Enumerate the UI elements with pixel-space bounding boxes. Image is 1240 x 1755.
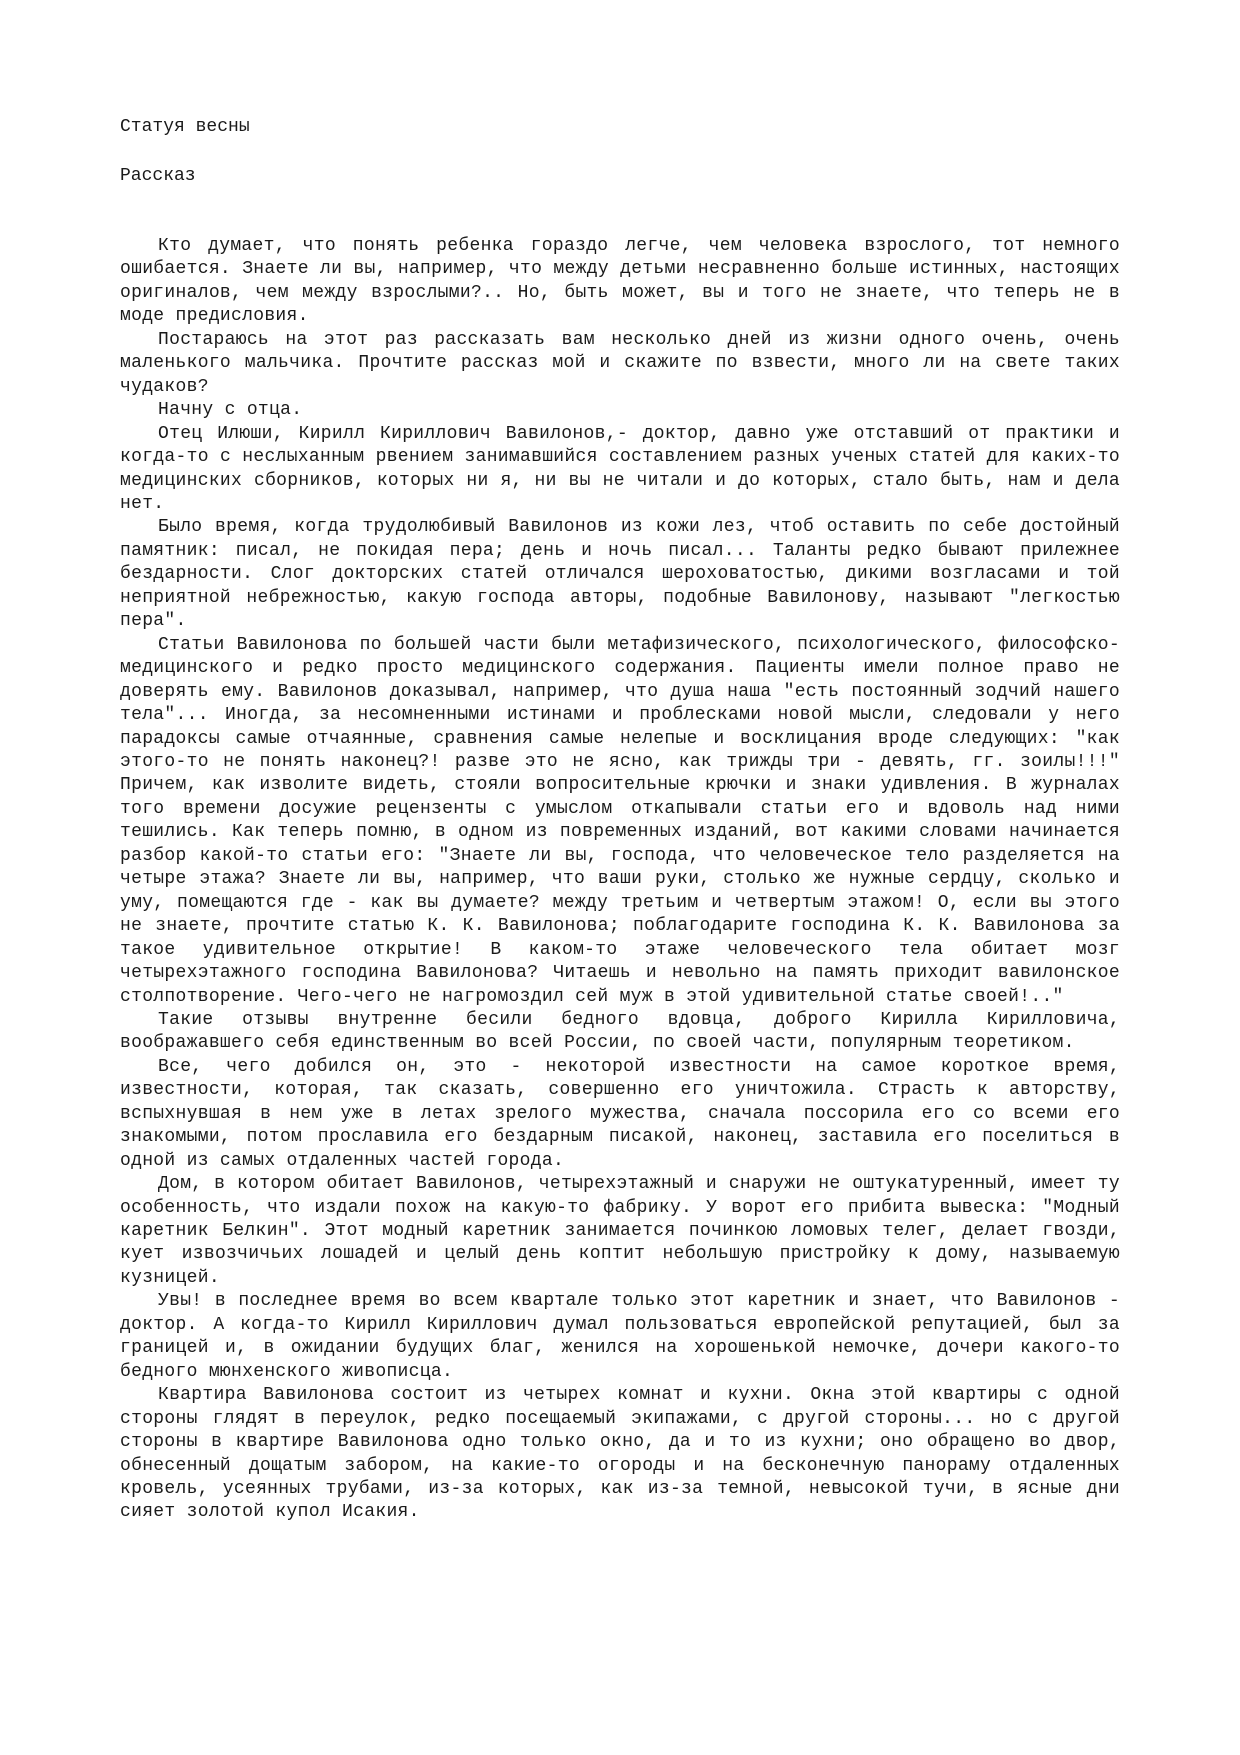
paragraph: Кто думает, что понять ребенка гораздо легче, чем человека взрослого, тот немного ошибается. Знаете ли вы, например, что между детьми несравненно больше истинных, настоящих оригиналов, чем между взрослыми?.. Но, быть может, вы и того не знаете, что теперь не в моде предисловия.: [120, 236, 1120, 327]
paragraph: Все, чего добился он, это - некоторой известности на самое короткое время, известности, которая, так сказать, совершенно его уничтожила. Страсть к авторству, вспыхнувшая в нем уже в летах зрелого мужества, сначала поссорила его со всеми его знакомыми, потом прославила его бездарным писакой, наконец, заставила его поселиться в одной из самых отдаленных частей города.: [120, 1056, 1120, 1171]
document-title: Статуя весны: [120, 117, 250, 137]
paragraph: Было время, когда трудолюбивый Вавилонов из кожи лез, чтоб оставить по себе достойный памятник: писал, не покидая пера; день и ночь писал... Таланты редко бывают прилежнее бездарности. Слог докторских статей отличался шероховатостью, дикими возгласами и той неприятной небрежностью, какую господа авторы, подобные Вавилонову, называют "легкостью пера".: [120, 517, 1120, 632]
paragraph: Такие отзывы внутренне бесили бедного вдовца, доброго Кирилла Кирилловича, воображавшего себя единственным во всей России, по своей части, популярным теоретиком.: [120, 1009, 1120, 1054]
paragraph: Постараюсь на этот раз рассказать вам несколько дней из жизни одного очень, очень маленького мальчика. Прочтите рассказ мой и скажите по взвести, много ли на свете таких чудаков?: [120, 329, 1120, 397]
document-body: [120, 235, 1120, 1525]
paragraph: Дом, в котором обитает Вавилонов, четырехэтажный и снаружи не оштукатуренный, имеет ту особенность, что издали похож на какую-то фабрику. У ворот его прибита вывеска: "Модный каретник Белкин". Этот модный каретник занимается починкою ломовых телег, делает гвозди, кует извозчичьих лошадей и целый день коптит небольшую пристройку к дому, называемую кузницей.: [120, 1174, 1120, 1288]
paragraph: Статьи Вавилонова по большей части были метафизического, психологического, философско-медицинского и редко просто медицинского содержания. Пациенты имели полное право не доверять ему. Вавилонов доказывал, например, что душа наша "есть постоянный зодчий нашего тела"... Иногда, за несомненными истинами и проблесками новой мысли, следовали у него парадоксы самые отчаянные, сравнения самые нелепые и восклицания вроде следующих: "как этого-то не понять наконец?! разве это не ясно, как трижды три - девять, гг. зоилы!!!" Причем, как изволите видеть, стояли вопросительные крючки и знаки удивления. В журналах того времени досужие рецензенты с умыслом откапывали статьи его и вдоволь над ними тешились. Как теперь помню, в одном из повременных изданий, вот какими словами начинается разбор какой-то статьи его: "Знаете ли вы, господа, что человеческое тело разделяется на четыре этажа? Знаете ли вы, например, что ваши руки, столько же нужные сердцу, сколько и уму, помещаются где - как вы думаете? между третьим и четвертым этажом! О, если вы этого не знаете, прочтите статью К. К. Вавилонова; поблагодарите господина К. К. Вавилонова за такое удивительное открытие! В каком-то этаже человеческого тела обитает мозг четырехэтажного господина Вавилонова? Читаешь и невольно на память приходит вавилонское столпотворение. Чего-чего не нагромоздил сей муж в этой удивительной статье своей!..": [120, 634, 1120, 1007]
paragraph: Отец Илюши, Кирилл Кириллович Вавилонов,- доктор, давно уже отставший от практики и когда-то с неслыханным рвением занимавшийся составлением разных ученых статей для каких-то медицинских сборников, которых ни я, ни вы не читали и до которых, стало быть, нам и дела нет.: [120, 423, 1120, 514]
paragraph: Увы! в последнее время во всем квартале только этот каретник и знает, что Вавилонов - доктор. А когда-то Кирилл Кириллович думал пользоваться европейской репутацией, был за границей и, в ожидании будущих благ, женился на хорошенькой немочке, дочери какого-то бедного мюнхенского живописца.: [120, 1291, 1120, 1382]
document-subtitle: Рассказ: [120, 166, 196, 186]
paragraph: Квартира Вавилонова состоит из четырех комнат и кухни. Окна этой квартиры с одной стороны глядят в переулок, редко посещаемый экипажами, с другой стороны... но с другой стороны в квартире Вавилонова одно только окно, да и то из кухни; оно обращено во двор, обнесенный дощатым забором, на какие-то огороды и на бесконечную панораму отдаленных кровель, усеянных трубами, из-за которых, как из-за темной, невысокой тучи, в ясные дни сияет золотой купол Исакия.: [120, 1385, 1120, 1523]
paragraph: Начну с отца.: [158, 400, 303, 421]
